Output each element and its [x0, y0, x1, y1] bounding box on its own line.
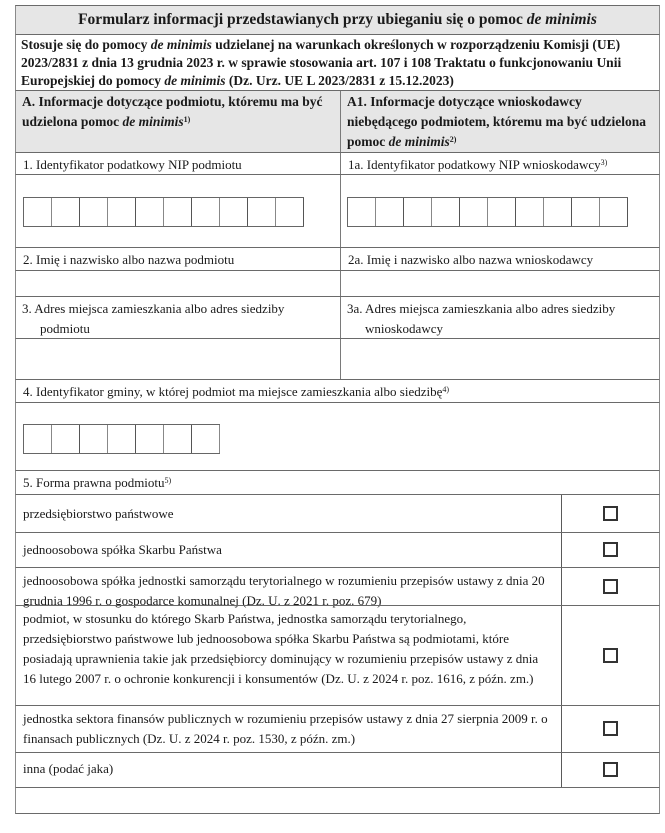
municipality-id-label: 4. Identyfikator gminy, w której podmiot ma miejsce zamieszkania albo siedzibę$^{4)}$	[23, 384, 450, 399]
form-title: Formularz informacji przedstawianych przy ubieganiu się o pomoc de minimis	[78, 11, 597, 28]
nip-digit-box[interactable]	[488, 198, 516, 226]
intro-row	[15, 34, 660, 90]
nip-digit-box[interactable]	[516, 198, 544, 226]
nip-digit-box[interactable]	[220, 198, 248, 226]
municipality-id-cell	[16, 403, 659, 470]
municipality-digit-box[interactable]	[52, 425, 80, 453]
nip-digit-box[interactable]	[460, 198, 488, 226]
nip-digit-box[interactable]	[600, 198, 628, 226]
legal-form-option	[15, 494, 660, 532]
municipality-digit-box[interactable]	[108, 425, 136, 453]
nip-digit-box[interactable]	[136, 198, 164, 226]
field-4-input-row	[15, 402, 660, 470]
nip-applicant-input[interactable]	[347, 197, 628, 227]
option-label-state-enterprise: przedsiębiorstwo państwowe	[16, 495, 562, 532]
option-checkbox-cell	[562, 706, 659, 752]
checkbox-treasury-company[interactable]	[603, 542, 618, 557]
nip-digit-box[interactable]	[164, 198, 192, 226]
nip-subject-input[interactable]	[23, 197, 304, 227]
form-title-row	[15, 5, 660, 34]
section-a1-heading: A1. Informacje dotyczące wnioskodawcy niebędącego podmiotem, któremu ma być udzielona pomoc de minimis$^{2)}$	[347, 94, 646, 149]
field-5-label-row	[15, 470, 660, 494]
name-subject-input[interactable]	[16, 271, 341, 296]
intro-text: Stosuje się do pomocy de minimis udzielanej na warunkach określonych w rozporządzeniu Komisji (UE) 2023/2831 z dnia 13 grudnia 2023 r. w sprawie stosowania art. 107 i 108 Traktatu o funkcjonowaniu Unii Europejskiej do pomocy de minimis (Dz. Urz. UE L 2023/2831 z 15.12.2023)	[21, 37, 622, 88]
option-label-public-finance-unit: jednostka sektora finansów publicznych w rozumieniu przepisów ustawy z dnia 27 sierpnia 2009 r. o finansach publicznych (Dz. U. z 2024 r. poz. 1530, z późn. zm.)	[16, 706, 562, 752]
nip-digit-box[interactable]	[192, 198, 220, 226]
address-applicant-input[interactable]	[341, 339, 660, 379]
option-checkbox-cell	[562, 495, 659, 532]
nip-digit-box[interactable]	[24, 198, 52, 226]
other-specify-row	[15, 787, 660, 814]
name-applicant-input[interactable]	[341, 271, 660, 296]
nip-applicant-label: 1a. Identyfikator podatkowy NIP wnioskodawcy$^{3)}$	[348, 157, 608, 172]
nip-digit-box[interactable]	[348, 198, 376, 226]
field-1-label-row	[15, 152, 660, 174]
municipality-digit-box[interactable]	[24, 425, 52, 453]
field-3-input-row	[15, 338, 660, 379]
option-checkbox-cell	[562, 568, 659, 605]
other-specify-input[interactable]	[16, 788, 659, 813]
checkbox-local-gov-company[interactable]	[603, 579, 618, 594]
nip-digit-box[interactable]	[376, 198, 404, 226]
section-a-heading: A. Informacje dotyczące podmiotu, któremu ma być udzielona pomoc de minimis$^{1)}$	[16, 91, 341, 152]
nip-digit-box[interactable]	[544, 198, 572, 226]
nip-subject-label: 1. Identyfikator podatkowy NIP podmiotu	[16, 153, 341, 174]
municipality-digit-box[interactable]	[192, 425, 220, 453]
municipality-digit-box[interactable]	[80, 425, 108, 453]
nip-digit-box[interactable]	[52, 198, 80, 226]
option-label-local-gov-company: jednoosobowa spółka jednostki samorządu terytorialnego w rozumieniu przepisów ustawy z dnia 20 grudnia 1996 r. o gospodarce komunalnej (Dz. U. z 2021 r. poz. 679)	[16, 568, 562, 605]
legal-form-label: 5. Forma prawna podmiotu$^{5)}$	[23, 475, 172, 490]
nip-digit-box[interactable]	[404, 198, 432, 226]
checkbox-other[interactable]	[603, 762, 618, 777]
field-1-input-row	[15, 174, 660, 247]
section-header-row	[15, 90, 660, 152]
nip-applicant-cell	[341, 175, 660, 247]
field-4-label-row	[15, 379, 660, 402]
nip-subject-cell	[16, 175, 341, 247]
municipality-digit-box[interactable]	[136, 425, 164, 453]
legal-form-option	[15, 605, 660, 705]
legal-form-option	[15, 532, 660, 567]
option-checkbox-cell	[562, 606, 659, 705]
field-2-input-row	[15, 270, 660, 296]
option-checkbox-cell	[562, 753, 659, 787]
field-3-label-row	[15, 296, 660, 338]
checkbox-dominant-entity[interactable]	[603, 648, 618, 663]
nip-digit-box[interactable]	[80, 198, 108, 226]
address-subject-input[interactable]	[16, 339, 341, 379]
option-label-other: inna (podać jaka)	[16, 753, 562, 787]
legal-form-option	[15, 752, 660, 787]
option-label-dominant-entity: podmiot, w stosunku do którego Skarb Państwa, jednostka samorządu terytorialnego, przedsiębiorstwo państwowe lub jednoosobowa spółka Skarbu Państwa są podmiotami, które posiadają uprawnienia takie jak przedsiębiorcy dominujący w rozumieniu przepisów ustawy z dnia 16 lutego 2007 r. o ochronie konkurencji i konsumentów (Dz. U. z 2024 r. poz. 1616, z późn. zm.)	[16, 606, 562, 705]
legal-form-option	[15, 567, 660, 608]
address-subject-label: 3. Adres miejsca zamieszkania albo adres siedziby podmiotu	[16, 297, 341, 338]
nip-digit-box[interactable]	[276, 198, 304, 226]
field-2-label-row	[15, 247, 660, 270]
legal-form-option	[15, 705, 660, 752]
checkbox-state-enterprise[interactable]	[603, 506, 618, 521]
nip-digit-box[interactable]	[108, 198, 136, 226]
nip-digit-box[interactable]	[572, 198, 600, 226]
option-label-treasury-company: jednoosobowa spółka Skarbu Państwa	[16, 533, 562, 567]
option-checkbox-cell	[562, 533, 659, 567]
municipality-digit-box[interactable]	[164, 425, 192, 453]
checkbox-public-finance-unit[interactable]	[603, 721, 618, 736]
nip-digit-box[interactable]	[432, 198, 460, 226]
name-applicant-label: 2a. Imię i nazwisko albo nazwa wnioskodawcy	[348, 252, 594, 267]
municipality-id-input[interactable]	[23, 424, 220, 454]
nip-digit-box[interactable]	[248, 198, 276, 226]
name-subject-label: 2. Imię i nazwisko albo nazwa podmiotu	[16, 248, 341, 270]
address-applicant-label: 3a. Adres miejsca zamieszkania albo adres siedziby wnioskodawcy	[347, 301, 616, 336]
